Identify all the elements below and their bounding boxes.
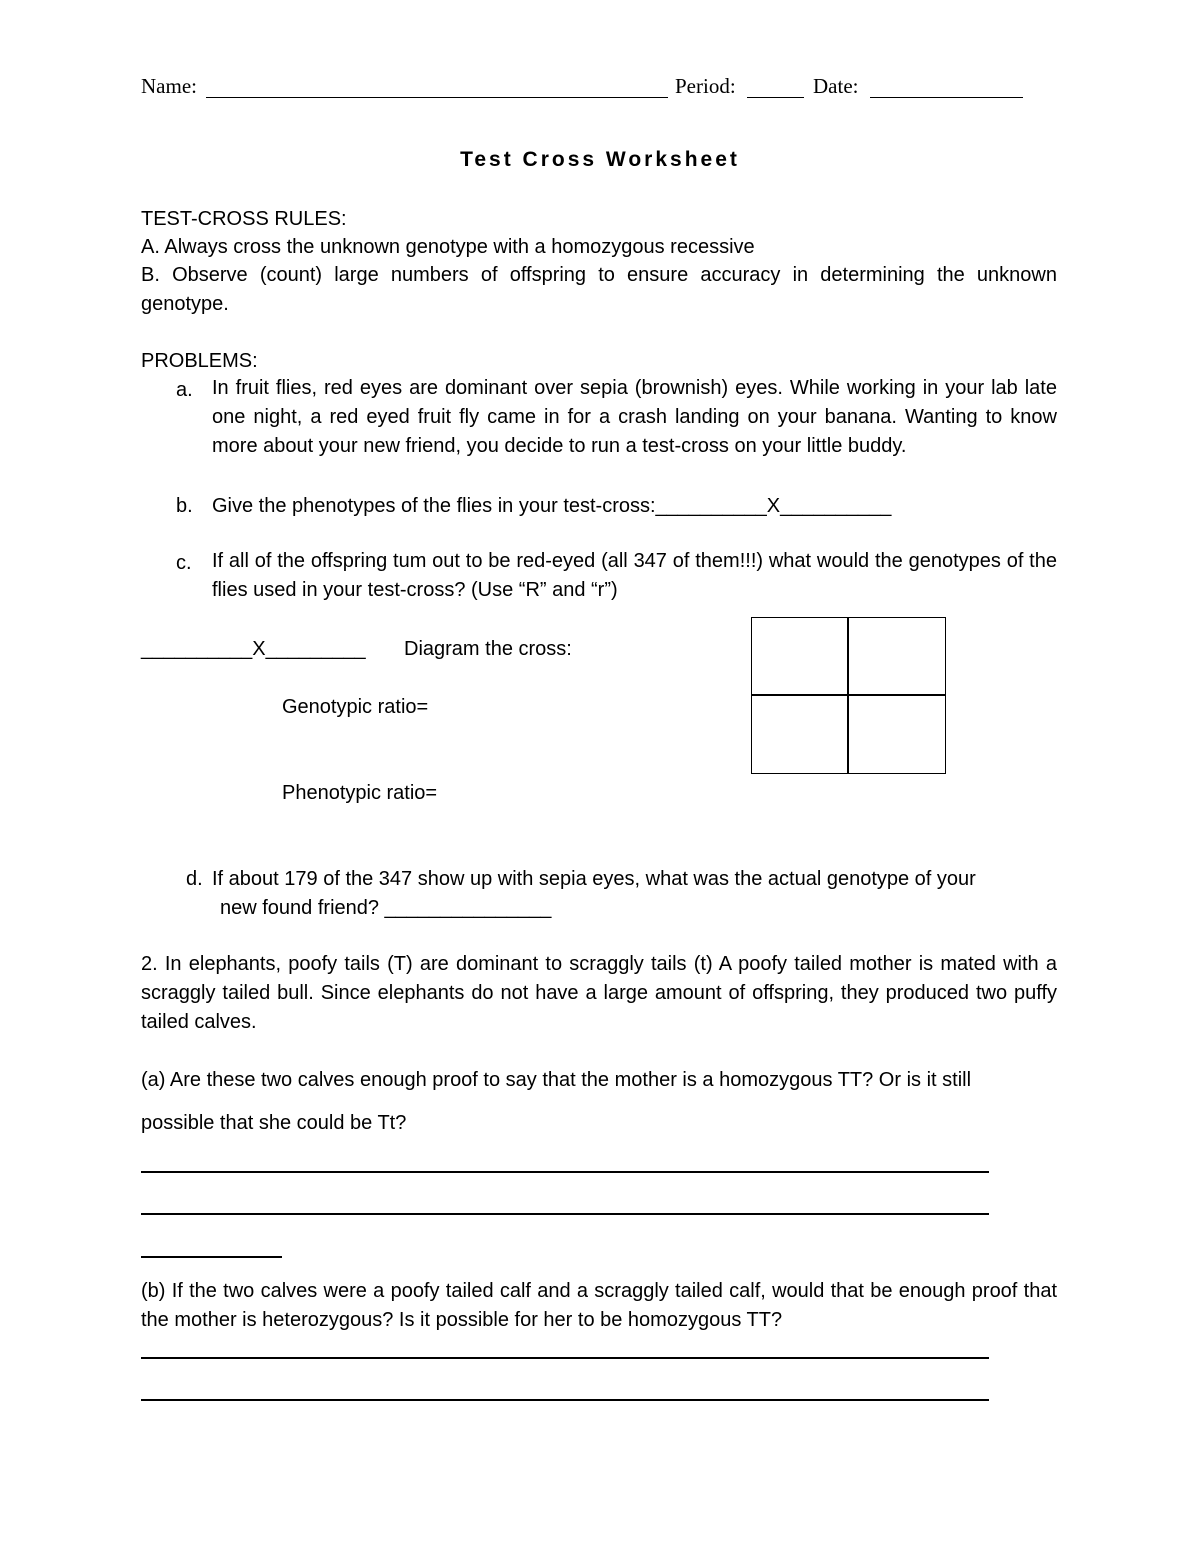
problem-a-marker: a. bbox=[176, 379, 193, 401]
problem2-intro: 2. In elephants, poofy tails (T) are dominant to scraggly tails (t) A poofy tailed mother is mated with a scraggly tailed bull. Since elephants do not have a large amount of offspring, they produced two puffy tailed calves. bbox=[141, 953, 1057, 1033]
rule-b: B. Observe (count) large numbers of offspring to ensure accuracy in determining the unknown genotype. bbox=[141, 264, 1057, 315]
diagram-label: Diagram the cross: bbox=[404, 638, 572, 660]
answer-line[interactable] bbox=[141, 1171, 989, 1173]
answer-line[interactable] bbox=[141, 1357, 989, 1359]
punnett-cell[interactable] bbox=[751, 694, 849, 774]
answer-line[interactable] bbox=[141, 1399, 989, 1401]
answer-line[interactable] bbox=[141, 1213, 989, 1215]
problem-a-text: In fruit flies, red eyes are dominant over sepia (brownish) eyes. While working in your lab late one night, a red eyed fruit fly came in for a crash landing on your banana. Wanting to know more about your new friend, you decide to run a test-cross on your little buddy. bbox=[212, 377, 1057, 457]
punnett-cell[interactable] bbox=[751, 617, 849, 696]
problem-c-text: If all of the offspring tum out to be red-eyed (all 347 of them!!!) what would the genotypes of the flies used in your test-cross? (Use “R” and “r”) bbox=[212, 550, 1057, 601]
genotypic-ratio-label: Genotypic ratio= bbox=[282, 696, 429, 718]
problem-d-line2: new found friend? _______________ bbox=[220, 897, 552, 919]
problem-d-line1: If about 179 of the 347 show up with sepia eyes, what was the actual genotype of your bbox=[212, 868, 976, 890]
phenotypic-ratio-label: Phenotypic ratio= bbox=[282, 782, 438, 804]
date-label: Date: bbox=[813, 74, 859, 98]
problem2-qb: (b) If the two calves were a poofy tailed calf and a scraggly tailed calf, would that be enough proof that the mother is heterozygous? Is it possible for her to be homozygous TT? bbox=[141, 1280, 1057, 1331]
problem-b-marker: b. bbox=[176, 495, 193, 517]
period-label: Period: bbox=[675, 74, 736, 98]
punnett-cell[interactable] bbox=[847, 694, 946, 774]
period-field[interactable] bbox=[747, 97, 804, 98]
problem-d-marker: d. bbox=[186, 868, 203, 890]
rule-a: A. Always cross the unknown genotype with a homozygous recessive bbox=[141, 236, 755, 258]
rules-heading: TEST-CROSS RULES: bbox=[141, 208, 347, 230]
name-field[interactable] bbox=[206, 97, 668, 98]
problem2-qa-line2: possible that she could be Tt? bbox=[141, 1112, 407, 1134]
punnett-square bbox=[751, 617, 946, 774]
punnett-cell[interactable] bbox=[847, 617, 946, 696]
problem-b-text: Give the phenotypes of the flies in your test-cross:__________X__________ bbox=[212, 495, 892, 517]
date-field[interactable] bbox=[870, 97, 1023, 98]
cross-blank[interactable]: __________X_________ bbox=[141, 638, 366, 660]
answer-line[interactable] bbox=[141, 1256, 282, 1258]
problem-c-marker: c. bbox=[176, 552, 192, 574]
problem2-qa-line1: (a) Are these two calves enough proof to say that the mother is a homozygous TT? Or is it still bbox=[141, 1069, 972, 1091]
problems-heading: PROBLEMS: bbox=[141, 350, 258, 372]
name-label: Name: bbox=[141, 74, 197, 98]
page-title: Test Cross Worksheet bbox=[460, 148, 740, 171]
